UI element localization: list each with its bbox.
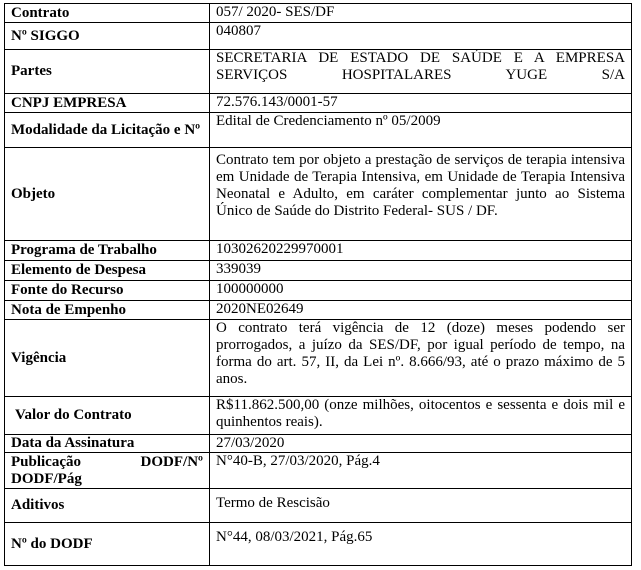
row-label: Nota de Empenho [5,301,210,320]
row-value: 040807 [210,23,632,50]
table-row [5,23,632,50]
row-value: 27/03/2020 [210,435,632,453]
row-value: 100000000 [210,281,632,301]
row-label: Vigência [5,320,210,397]
row-value: Edital de Credenciamento nº 05/2009 [210,113,632,148]
row-value: 057/ 2020- SES/DF [210,4,632,23]
contract-summary-table [4,3,632,566]
row-label: Nº SIGGO [5,23,210,50]
row-value: 339039 [210,261,632,281]
table-row [5,94,632,113]
table-row [5,453,632,489]
table-row [5,435,632,453]
table-row [5,320,632,397]
row-label: Valor do Contrato [5,397,210,435]
row-label: Nº do DODF [5,523,210,566]
row-label: Programa de Trabalho [5,241,210,261]
row-value: 2020NE02649 [210,301,632,320]
row-label: Fonte do Recurso [5,281,210,301]
row-value: O contrato terá vigência de 12 (doze) meses podendo ser prorrogados, a juízo da SES/DF, por igual período de tempo, na forma do art. 57, II, da Lei nº. 8.666/93, até o prazo máximo de 5 anos. [210,320,632,397]
table-row [5,301,632,320]
table-row [5,523,632,566]
row-label: Data da Assinatura [5,435,210,453]
table-row [5,241,632,261]
row-value: R$11.862.500,00 (onze milhões, oitocentos e sessenta e dois mil e quinhentos reais). [210,397,632,435]
row-value: Contrato tem por objeto a prestação de serviços de terapia intensiva em Unidade de Terapia Intensiva, em Unidade de Terapia Intensiva Neonatal e Adulto, em caráter complementar junto ao Sistema Único de Saúde do Distrito Federal- SUS / DF. [210,148,632,241]
row-value: Termo de Rescisão [210,489,632,523]
table-row [5,148,632,241]
row-label: Contrato [5,4,210,23]
row-value: SECRETARIA DE ESTADO DE SAÚDE E A EMPRESA SERVIÇOS HOSPITALARES YUGE S/A [210,50,632,94]
table-row [5,50,632,94]
row-label: Elemento de Despesa [5,261,210,281]
row-value: N°44, 08/03/2021, Pág.65 [210,523,632,566]
row-label: Partes [5,50,210,94]
row-label: Modalidade da Licitação e Nº [5,113,210,148]
row-label: Aditivos [5,489,210,523]
row-value: 10302620229970001 [210,241,632,261]
table-row [5,489,632,523]
row-value: 72.576.143/0001-57 [210,94,632,113]
table-row [5,4,632,23]
row-label: CNPJ EMPRESA [5,94,210,113]
table-row [5,281,632,301]
table-row [5,113,632,148]
table-row [5,261,632,281]
row-label: Objeto [5,148,210,241]
table-row [5,397,632,435]
row-value: N°40-B, 27/03/2020, Pág.4 [210,453,632,489]
row-label: Publicação DODF/Nº DODF/Pág [5,453,210,489]
